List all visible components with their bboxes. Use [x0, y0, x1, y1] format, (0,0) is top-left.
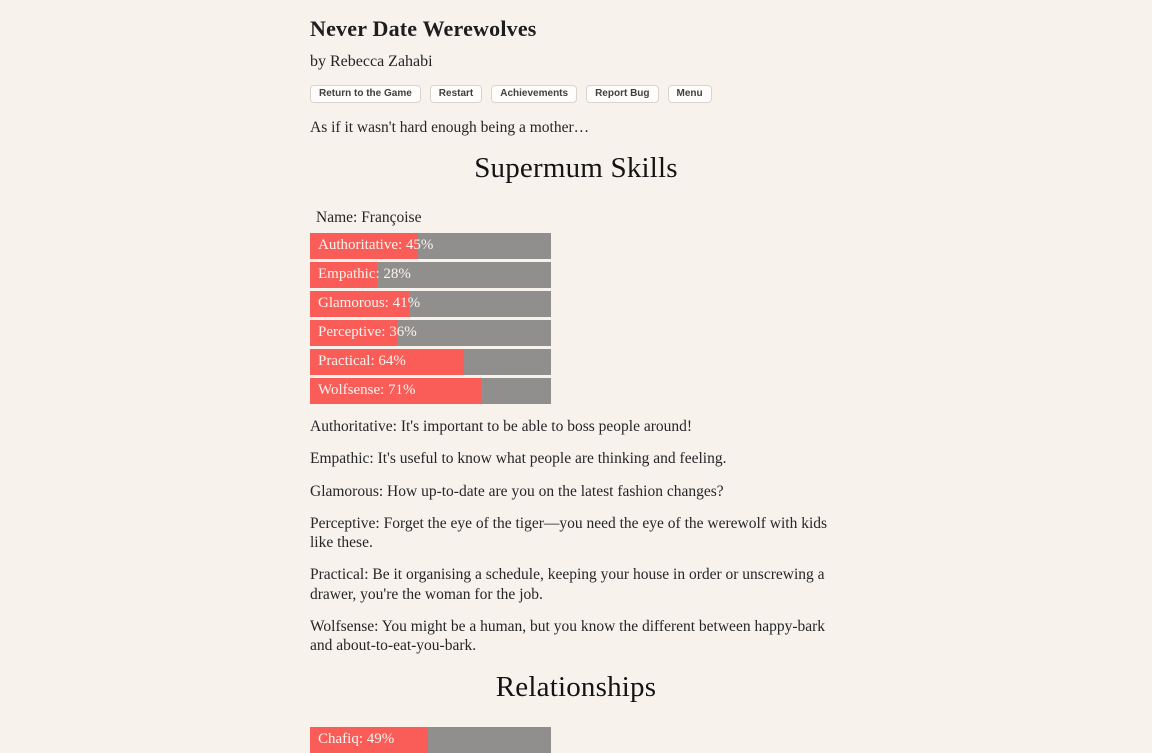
- skill-description-wolfsense: Wolfsense: You might be a human, but you know the different between happy-bark and about-to-eat-you-bark.: [310, 618, 826, 655]
- stat-bar-label: Practical: 64%: [318, 353, 406, 370]
- stat-bar-chafiq: [310, 727, 551, 753]
- skills-heading: Supermum Skills: [474, 152, 678, 184]
- stat-bar-practical: [310, 349, 551, 375]
- stat-bar-authoritative: [310, 233, 551, 259]
- game-author: by Rebecca Zahabi: [310, 53, 433, 70]
- stat-bar-label: Chafiq: 49%: [318, 730, 395, 747]
- relationship-bars: [310, 727, 842, 753]
- relationships-section: [310, 671, 842, 753]
- stat-bar-label: Authoritative: 45%: [318, 237, 434, 254]
- relationships-heading: Relationships: [495, 670, 657, 703]
- game-title: Never Date Werewolves: [310, 16, 537, 41]
- button-restart[interactable]: Restart: [430, 85, 482, 103]
- skill-description-practical: Practical: Be it organising a schedule, keeping your house in order or unscrewing a drawer, you're the woman for the job.: [310, 566, 825, 603]
- skill-description-authoritative: Authoritative: It's important to be able to boss people around!: [310, 418, 693, 435]
- stat-bar-label: Empathic: 28%: [318, 266, 411, 283]
- intro-text: As if it wasn't hard enough being a mother…: [310, 119, 590, 136]
- toolbar: [310, 85, 842, 103]
- character-name: Name: Françoise: [316, 209, 422, 226]
- stat-bar-empathic: [310, 262, 551, 288]
- stat-bar-wolfsense: [310, 378, 551, 404]
- stats-page: [310, 0, 842, 753]
- button-return-to-the-game[interactable]: Return to the Game: [310, 85, 421, 103]
- stat-bar-glamorous: [310, 291, 551, 317]
- skills-section: [310, 152, 842, 656]
- skill-description-glamorous: Glamorous: How up-to-date are you on the latest fashion changes?: [310, 482, 724, 500]
- skills-bars: [310, 233, 842, 404]
- button-report-bug[interactable]: Report Bug: [586, 85, 658, 103]
- stat-bar-label: Glamorous: 41%: [318, 295, 421, 312]
- button-achievements[interactable]: Achievements: [491, 85, 577, 103]
- stat-bar-perceptive: [310, 320, 551, 346]
- skill-descriptions: [310, 417, 842, 656]
- stat-bar-label: Wolfsense: 71%: [318, 382, 416, 399]
- skill-description-perceptive: Perceptive: Forget the eye of the tiger—you need the eye of the werewolf with kids like these.: [310, 514, 828, 552]
- button-menu[interactable]: Menu: [668, 85, 712, 103]
- stat-bar-label: Perceptive: 36%: [318, 324, 417, 341]
- skill-description-empathic: Empathic: It's useful to know what people are thinking and feeling.: [310, 450, 727, 468]
